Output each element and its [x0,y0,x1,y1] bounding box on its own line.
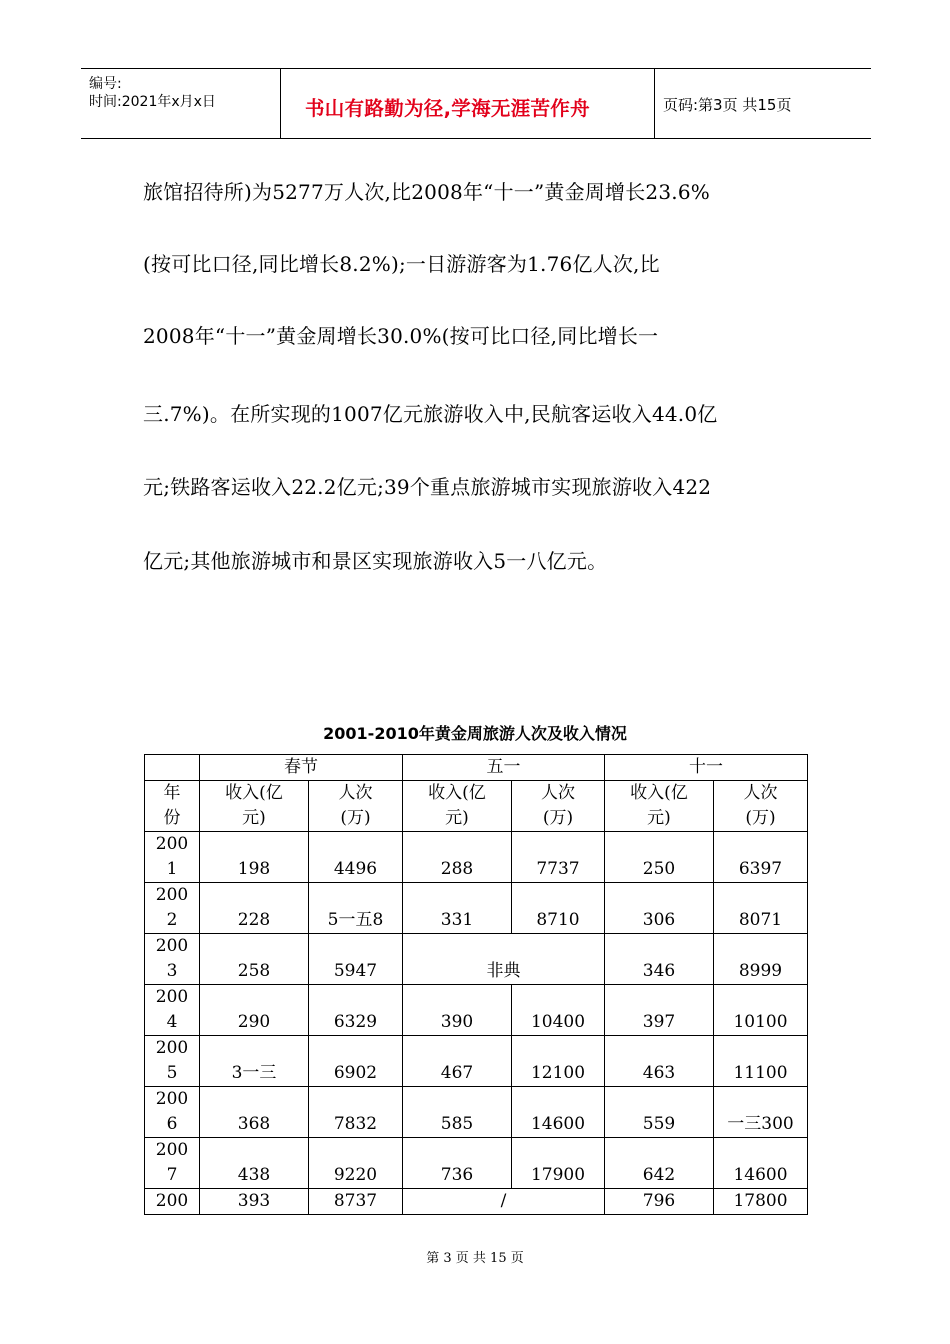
no-data-cell: / [403,1189,605,1215]
table-cell: 8071 [714,883,808,934]
subheader-income: 收入(亿 元) [605,781,714,832]
table-cell: 393 [200,1189,309,1215]
year-cell: 200 2 [145,883,200,934]
year-cell: 200 [145,1189,200,1215]
table-cell: 463 [605,1036,714,1087]
body-line: 元;铁路客运收入22.2亿元;39个重点旅游城市实现旅游收入422 [143,475,712,499]
number-label: 编号: [89,76,122,92]
table-cell: 5一五8 [309,883,403,934]
table-cell: 6329 [309,985,403,1036]
group-national-day: 十一 [605,755,808,781]
table-cell: 6902 [309,1036,403,1087]
table-title: 2001-2010年黄金周旅游人次及收入情况 [323,724,627,743]
table-cell: 17900 [512,1138,605,1189]
year-cell: 200 5 [145,1036,200,1087]
subheader-visits: 人次 (万) [714,781,808,832]
date-label: 时间:2021年x月x日 [89,94,216,110]
year-cell: 200 6 [145,1087,200,1138]
table-cell: 一三300 [714,1087,808,1138]
table-cell: 290 [200,985,309,1036]
table-cell: 288 [403,832,512,883]
year-header: 年 份 [145,781,200,832]
table-row [145,1138,808,1189]
table-cell: 10400 [512,985,605,1036]
golden-week-table [144,754,808,1215]
table-cell: 258 [200,934,309,985]
header-motto-cell [281,69,655,138]
year-cell: 200 3 [145,934,200,985]
body-line: 亿元;其他旅游城市和景区实现旅游收入5一八亿元。 [143,549,608,573]
table-cell: 397 [605,985,714,1036]
table-cell: 559 [605,1087,714,1138]
table-cell: 368 [200,1087,309,1138]
body-line: 三.7%)。在所实现的1007亿元旅游收入中,民航客运收入44.0亿 [143,402,718,426]
body-line: 旅馆招待所)为5277万人次,比2008年“十一”黄金周增长23.6% [143,180,710,204]
table-group-header-row [145,755,808,781]
body-line: 2008年“十一”黄金周增长30.0%(按可比口径,同比增长一 [143,324,659,348]
subheader-visits: 人次 (万) [512,781,605,832]
table-cell: 3一三 [200,1036,309,1087]
table-cell: 11100 [714,1036,808,1087]
table-row [145,934,808,985]
table-row [145,1087,808,1138]
year-cell: 200 1 [145,832,200,883]
table-cell: 467 [403,1036,512,1087]
table-cell: 250 [605,832,714,883]
table-subheader-row [145,781,808,832]
year-cell: 200 4 [145,985,200,1036]
table-cell: 642 [605,1138,714,1189]
table-cell: 438 [200,1138,309,1189]
table-cell: 7832 [309,1087,403,1138]
page-footer: 第 3 页 共 15 页 [426,1251,524,1266]
table-cell: 12100 [512,1036,605,1087]
table-cell: 6397 [714,832,808,883]
sars-note-cell: 非典 [403,934,605,985]
group-may-day: 五一 [403,755,605,781]
table-cell: 14600 [512,1087,605,1138]
table-cell: 8999 [714,934,808,985]
table-cell: 346 [605,934,714,985]
year-cell: 200 7 [145,1138,200,1189]
subheader-income: 收入(亿 元) [403,781,512,832]
header-meta [81,69,281,138]
subheader-visits: 人次 (万) [309,781,403,832]
table-cell: 7737 [512,832,605,883]
header-page-cell [655,69,871,138]
table-cell: 14600 [714,1138,808,1189]
header-page-info: 页码:第3页 共15页 [663,96,792,114]
table-cell: 5947 [309,934,403,985]
table-cell: 8710 [512,883,605,934]
table-cell: 306 [605,883,714,934]
corner-cell [145,755,200,781]
subheader-income: 收入(亿 元) [200,781,309,832]
table-row [145,1036,808,1087]
motto: 书山有路勤为径,学海无涯苦作舟 [305,97,590,120]
table-row [145,1189,808,1215]
table-cell: 331 [403,883,512,934]
group-spring-festival: 春节 [200,755,403,781]
table-row [145,832,808,883]
table-row [145,985,808,1036]
table-cell: 585 [403,1087,512,1138]
page-header [81,68,871,139]
table-cell: 228 [200,883,309,934]
table-cell: 198 [200,832,309,883]
table-cell: 4496 [309,832,403,883]
table-cell: 10100 [714,985,808,1036]
table-cell: 390 [403,985,512,1036]
table-row [145,883,808,934]
table-cell: 9220 [309,1138,403,1189]
body-line: (按可比口径,同比增长8.2%);一日游游客为1.76亿人次,比 [143,252,660,276]
table-cell: 796 [605,1189,714,1215]
table-cell: 8737 [309,1189,403,1215]
table-cell: 17800 [714,1189,808,1215]
table-cell: 736 [403,1138,512,1189]
